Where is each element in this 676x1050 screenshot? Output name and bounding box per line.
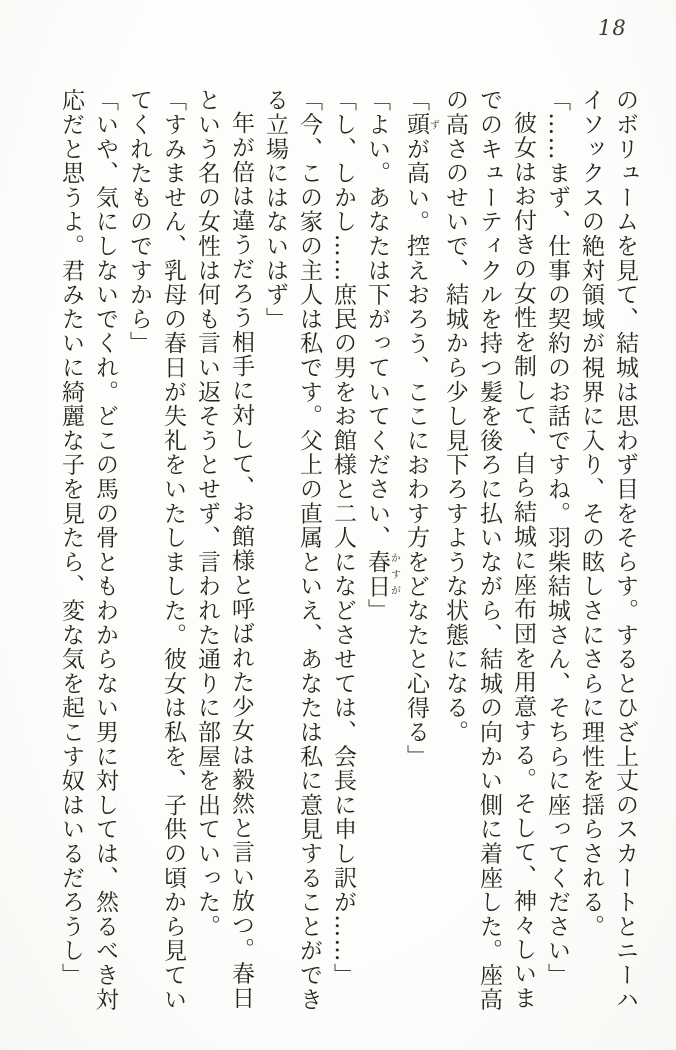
novel-text-block [54, 88, 642, 1018]
text-column: てくれたものですから」 [126, 88, 152, 356]
text-column: 「よい。あなたは下がっていてください、春日かすが」 [364, 88, 400, 623]
page-number: 18 [598, 16, 627, 40]
text-column: のボリュームを見て、結城は思わず目をそらす。するとひざ上丈のスカートとニーハ [612, 88, 638, 1012]
text-column: という名の女性は何も言い返そうとせず、言われた通りに部屋を出ていった。 [194, 88, 220, 939]
text-column: 応だと思うよ。君みたいに綺麗な子を見たら、変な気を起こす奴はいるだろうし」 [58, 88, 84, 988]
text-column: でのキューティクルを持つ髪を後ろに払いながら、結城の向かい側に着座した。座高 [476, 88, 502, 1012]
text-column: イソックスの絶対領域が視界に入り、その眩しさにさらに理性を揺らされる。 [578, 88, 604, 939]
ruby-annotated-word: 春日かすが [364, 549, 400, 599]
text-column: る立場にはないはず」 [262, 88, 288, 331]
text-column: 「頭ずが高い。控えおろう、ここにおわす方をどなたと心得る」 [403, 88, 439, 769]
text-column: 「すみません、乳母の春日が失礼をいたしました。彼女は私を、子供の頃から見てい [160, 88, 186, 1012]
text-column: 年が倍は違うだろう相手に対して、お館様と呼ばれた少女は毅然と言い放つ。春日 [228, 111, 254, 1011]
ruby-annotated-word: 頭ず [403, 112, 439, 137]
text-column: 「し、しかし……庶民の男をお館様と二人になどさせては、会長に申し訳が……」 [330, 88, 356, 988]
text-column: 「……まず、仕事の契約のお話ですね。羽柴結城さん、そちらに座ってください」 [544, 88, 570, 988]
text-column: の高さのせいで、結城から少し見下ろすような状態になる。 [442, 88, 468, 745]
text-column: 「いや、気にしないでくれ。どこの馬の骨ともわからない男に対しては、然るべき対 [92, 88, 118, 1012]
text-column: 彼女はお付きの女性を制して、自ら結城に座布団を用意する。そして、神々しいま [510, 111, 536, 1011]
text-column: 「今、この家の主人は私です。父上の直属といえ、あなたは私に意見することができ [296, 88, 322, 1012]
